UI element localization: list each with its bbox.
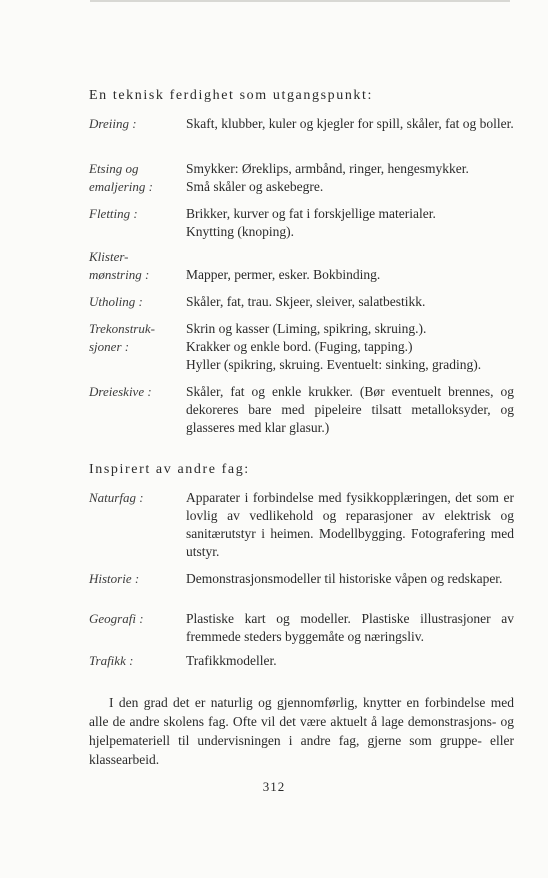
term-historie: Historie : [89,571,140,586]
desc-trekonstruksjoner: Skrin og kasser (Liming, spikring, skruing.). Krakker og enkle bord. (Fuging, tapping.) Hyller (spikring, skruing. Eventuelt: sinking, grading). [186,321,482,372]
desc-klistermonstring: Mapper, permer, esker. Bokbinding. [186,267,381,282]
desc-geografi: Plastiske kart og modeller. Plastiske illustrasjoner av fremmede steders byggemåte og næringsliv. [186,611,514,644]
desc-dreieskive: Skåler, fat og enkle krukker. (Bør eventuelt brennes, og dekoreres bare med pipeleire tilsatt metalloksyder, og glasseres med klar glasur.) [186,384,514,435]
term-etsing-emaljering: Etsing og emaljering : [89,161,153,194]
section-heading-technical-skill: En teknisk ferdighet som utgangspunkt: [89,88,373,103]
term-klistermonstring: Klister- mønstring : [89,249,150,282]
term-geografi: Geografi : [89,611,144,626]
closing-paragraph: I den grad det er naturlig og gjennomførlig, knytter en forbindelse med alle de andre skolens fag. Ofte vil det være aktuelt å lage demonstrasjons- og hjelpemateriell til undervisningen i andre fag, gjerne som gruppe- eller klassearbeid. [89,695,514,767]
desc-fletting: Brikker, kurver og fat i forskjellige materialer. Knytting (knoping). [186,206,436,239]
desc-utholing: Skåler, fat, trau. Skjeer, sleiver, salatbestikk. [186,294,426,309]
term-trafikk: Trafikk : [89,653,134,668]
section-heading-other-subjects: Inspirert av andre fag: [89,462,250,477]
page-number: 312 [262,779,286,794]
term-dreiing: Dreiing : [89,116,137,131]
desc-etsing-emaljering: Smykker: Øreklips, armbånd, ringer, hengesmykker. Små skåler og askebegre. [186,161,469,194]
desc-historie: Demonstrasjonsmodeller til historiske våpen og redskaper. [186,571,503,586]
desc-trafikk: Trafikkmodeller. [186,653,277,668]
term-trekonstruksjoner: Trekonstruk- sjoner : [89,321,155,354]
term-utholing: Utholing : [89,294,143,309]
term-fletting: Fletting : [89,206,138,221]
term-dreieskive: Dreieskive : [89,384,152,399]
desc-dreiing: Skaft, klubber, kuler og kjegler for spill, skåler, fat og boller. [186,116,514,131]
term-naturfag: Naturfag : [89,490,144,505]
desc-naturfag: Apparater i forbindelse med fysikkopplæringen, det som er lovlig av vedlikehold og reparasjoner av elektrisk og sanitærutstyr i heimen. Modellbygging. Fotografering med utstyr. [186,490,514,559]
